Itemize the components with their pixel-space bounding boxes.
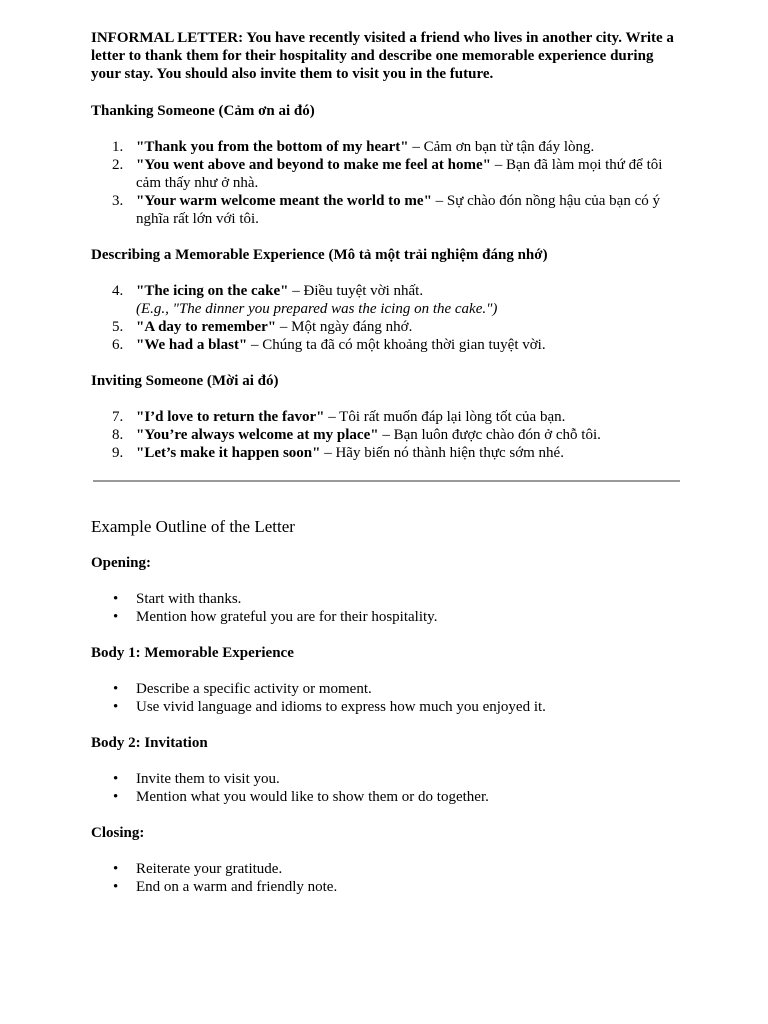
item-number: 4. — [112, 283, 124, 299]
item-number: 1. — [112, 139, 124, 155]
bullet-text: Invite them to visit you. — [136, 771, 280, 787]
list-item — [91, 156, 681, 192]
item-number: 2. — [112, 157, 124, 173]
phrase: "The icing on the cake" — [136, 283, 289, 299]
item-number: 5. — [112, 319, 124, 335]
bullet-icon: • — [113, 789, 119, 805]
bullet-text: Reiterate your gratitude. — [136, 861, 283, 877]
bullet-text: Mention what you would like to show them or do together. — [136, 789, 489, 805]
closing-bullets — [91, 860, 681, 896]
bullet-icon: • — [113, 861, 119, 877]
bullet-item — [91, 608, 681, 626]
item-number: 8. — [112, 427, 124, 443]
body-2-bullets — [91, 770, 681, 806]
list-item — [91, 444, 681, 462]
outline-heading-body-1: Body 1: Memorable Experience — [91, 645, 294, 661]
list-item — [91, 192, 681, 228]
bullet-icon: • — [113, 609, 119, 625]
bullet-icon: • — [113, 771, 119, 787]
bullet-text: End on a warm and friendly note. — [136, 879, 338, 895]
bullet-text: Describe a specific activity or moment. — [136, 681, 372, 697]
describing-list — [91, 282, 681, 354]
bullet-text: Start with thanks. — [136, 591, 242, 607]
phrase: "I’d love to return the favor" — [136, 409, 325, 425]
section-heading-describing: Describing a Memorable Experience (Mô tả một trải nghiệm đáng nhớ) — [91, 247, 548, 263]
bullet-icon: • — [113, 699, 119, 715]
bullet-item — [91, 680, 681, 698]
bullet-text: Mention how grateful you are for their hospitality. — [136, 609, 438, 625]
item-number: 9. — [112, 445, 124, 461]
phrase: "We had a blast" — [136, 337, 248, 353]
outline-heading-body-2: Body 2: Invitation — [91, 735, 208, 751]
bullet-item — [91, 698, 681, 716]
list-item — [91, 318, 681, 336]
meaning: – Chúng ta đã có một khoảng thời gian tuyệt vời. — [247, 337, 546, 353]
outline-heading-opening: Opening: — [91, 555, 152, 571]
phrase: "Your warm welcome meant the world to me" — [136, 193, 432, 209]
list-item — [91, 282, 681, 318]
list-item — [91, 138, 681, 156]
meaning: – Sự chào đón nồng hậu của bạn có ý nghĩa rất lớn với tôi. — [136, 193, 660, 227]
bullet-icon: • — [113, 591, 119, 607]
inviting-list — [91, 408, 681, 462]
bullet-icon: • — [113, 879, 119, 895]
phrase: "Thank you from the bottom of my heart" — [136, 139, 409, 155]
meaning: – Hãy biến nó thành hiện thực sớm nhé. — [320, 445, 564, 461]
outline-heading-closing: Closing: — [91, 825, 145, 841]
bullet-item — [91, 860, 681, 878]
meaning: – Điều tuyệt vời nhất. — [288, 283, 424, 299]
opening-bullets — [91, 590, 681, 626]
bullet-item — [91, 878, 681, 896]
bullet-icon: • — [113, 681, 119, 697]
meaning: – Tôi rất muốn đáp lại lòng tốt của bạn. — [324, 409, 566, 425]
item-number: 3. — [112, 193, 124, 209]
list-item — [91, 426, 681, 444]
task-prompt: INFORMAL LETTER: You have recently visited a friend who lives in another city. Write a letter to thank them for their hospitality and describe one memorable experience during your stay. You should also invite them to visit you in the future. — [91, 30, 674, 82]
list-item — [91, 408, 681, 426]
phrase: "A day to remember" — [136, 319, 277, 335]
phrase: "You went above and beyond to make me feel at home" — [136, 157, 491, 173]
item-number: 7. — [112, 409, 124, 425]
meaning: – Một ngày đáng nhớ. — [276, 319, 413, 335]
section-heading-thanking: Thanking Someone (Cảm ơn ai đó) — [91, 103, 315, 119]
bullet-item — [91, 590, 681, 608]
list-item — [91, 336, 681, 354]
section-heading-inviting: Inviting Someone (Mời ai đó) — [91, 373, 279, 389]
phrase: "Let’s make it happen soon" — [136, 445, 321, 461]
body-1-bullets — [91, 680, 681, 716]
example-sentence: (E.g., "The dinner you prepared was the icing on the cake.") — [136, 301, 498, 317]
bullet-item — [91, 770, 681, 788]
phrase: "You’re always welcome at my place" — [136, 427, 379, 443]
meaning: – Bạn luôn được chào đón ở chỗ tôi. — [378, 427, 601, 443]
horizontal-divider — [93, 480, 680, 482]
bullet-text: Use vivid language and idioms to express how much you enjoyed it. — [136, 699, 546, 715]
bullet-item — [91, 788, 681, 806]
thanking-list — [91, 138, 681, 228]
meaning: – Cảm ơn bạn từ tận đáy lòng. — [408, 139, 595, 155]
item-number: 6. — [112, 337, 124, 353]
outline-title: Example Outline of the Letter — [91, 517, 295, 536]
document-page — [91, 29, 681, 896]
meaning: – Bạn đã làm mọi thứ để tôi cảm thấy như ở nhà. — [136, 157, 663, 191]
